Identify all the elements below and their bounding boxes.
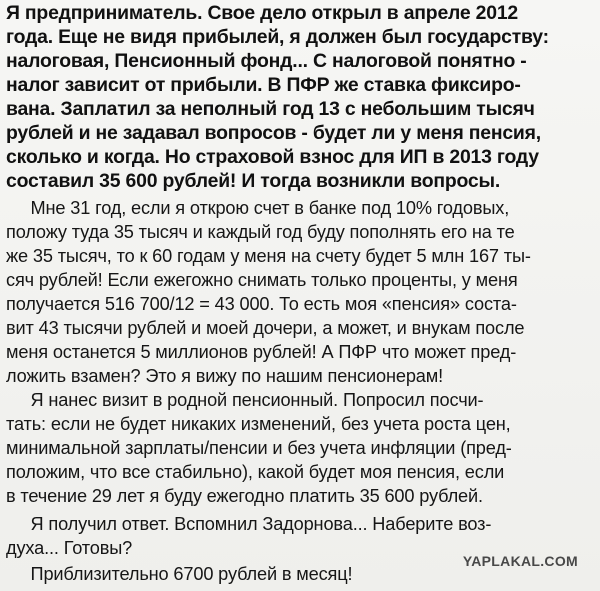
intro-line: составил 35 600 рублей! И тогда возникли вопросы. — [6, 170, 501, 192]
body-line: Мне 31 год, если я открою счет в банке под 10% годовых, — [6, 198, 510, 218]
body-line: получается 516 700/12 = 43 000. То есть моя «пенсия» соста- — [6, 294, 517, 314]
body-line: же 35 тысяч, то к 60 годам у меня на счету будет 5 млн 167 ты- — [6, 246, 531, 266]
intro-line: года. Еще не видя прибылей, я должен был государству: — [6, 26, 549, 48]
intro-line: вана. Заплатил за неполный год 13 с небольшим тысяч — [6, 98, 535, 120]
body-line: меня останется 5 миллионов рублей! А ПФР что может пред- — [6, 342, 517, 362]
body-line: вит 43 тысячи рублей и моей дочери, а может, и внукам после — [6, 318, 525, 338]
body-line: Приблизительно 6700 рублей в месяц! — [6, 564, 353, 584]
body-line: духа... Готовы? — [6, 538, 133, 558]
body-line: Я нанес визит в родной пенсионный. Попросил посчи- — [6, 390, 484, 410]
body-line: сяч рублей! Если ежегожно снимать только проценты, у меня — [6, 270, 518, 290]
intro-line: налог зависит от прибыли. В ПФР же ставка фиксиро- — [6, 74, 521, 96]
body-line: ложить взамен? Это я вижу по нашим пенсионерам! — [6, 366, 444, 386]
watermark: YAPLAKAL.COM — [462, 553, 578, 569]
intro-line: налоговая, Пенсионный фонд... С налоговой понятно - — [6, 50, 527, 72]
intro-line: сколько и когда. Но страховой взнос для ИП в 2013 году — [6, 146, 539, 168]
body-line: в течение 29 лет я буду ежегодно платить 35 600 рублей. — [6, 486, 483, 506]
body-line: тать: если не будет никаких изменений, без учета роста цен, — [6, 414, 511, 434]
body-line: положу туда 35 тысяч и каждый год буду пополнять его на те — [6, 222, 515, 242]
body-line: Я получил ответ. Вспомнил Задорнова... Наберите воз- — [6, 514, 492, 534]
body-line: положим, что все стабильно), какой будет моя пенсия, если — [6, 462, 505, 482]
intro-line: Я предприниматель. Свое дело открыл в апреле 2012 — [6, 2, 518, 24]
body-line: минимальной зарплаты/пенсии и без учета инфляции (пред- — [6, 438, 512, 458]
intro-line: рублей и не задавал вопросов - будет ли у меня пенсия, — [6, 122, 541, 144]
